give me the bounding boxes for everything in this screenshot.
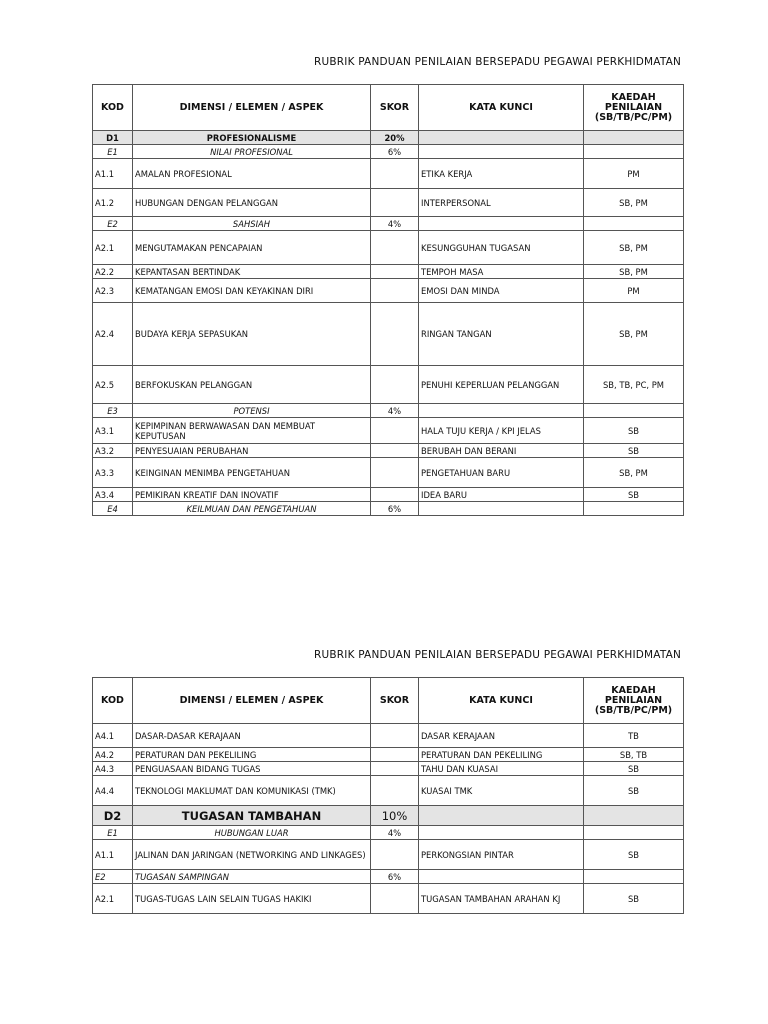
dimensi-cell: TUGASAN SAMPINGAN: [133, 870, 371, 884]
kata-kunci-cell: ETIKA KERJA: [419, 159, 584, 189]
kaedah-cell: SB: [584, 884, 684, 914]
header-dimensi: DIMENSI / ELEMEN / ASPEK: [133, 85, 371, 131]
kod-cell: A3.2: [93, 444, 133, 458]
table-row: [93, 159, 684, 189]
kod-cell: E4: [93, 502, 133, 516]
kod-cell: D1: [93, 131, 133, 145]
kata-kunci-cell: [419, 131, 584, 145]
kaedah-cell: SB: [584, 444, 684, 458]
table-row: [93, 303, 684, 366]
table-row: [93, 231, 684, 265]
header-dimensi: DIMENSI / ELEMEN / ASPEK: [133, 678, 371, 724]
element-row: [93, 217, 684, 231]
kata-kunci-cell: PERATURAN DAN PEKELILING: [419, 748, 584, 762]
kata-kunci-cell: PERKONGSIAN PINTAR: [419, 840, 584, 870]
table-row: [93, 884, 684, 914]
kaedah-cell: [584, 217, 684, 231]
dimensi-cell: KEMATANGAN EMOSI DAN KEYAKINAN DIRI: [133, 279, 371, 303]
kod-cell: D2: [93, 806, 133, 826]
kata-kunci-cell: [419, 806, 584, 826]
kod-cell: A2.5: [93, 366, 133, 404]
kata-kunci-cell: HALA TUJU KERJA / KPI JELAS: [419, 418, 584, 444]
kata-kunci-cell: [419, 870, 584, 884]
table-row: [93, 418, 684, 444]
dimension-row: [93, 131, 684, 145]
skor-cell: [371, 488, 419, 502]
table-row: [93, 776, 684, 806]
kata-kunci-cell: [419, 404, 584, 418]
skor-cell: 6%: [371, 145, 419, 159]
table-row: [93, 724, 684, 748]
kaedah-cell: SB, PM: [584, 303, 684, 366]
skor-cell: [371, 159, 419, 189]
kaedah-cell: [584, 502, 684, 516]
kod-cell: A4.4: [93, 776, 133, 806]
header-skor: SKOR: [371, 85, 419, 131]
kata-kunci-cell: [419, 826, 584, 840]
kaedah-cell: SB: [584, 776, 684, 806]
kod-cell: A1.1: [93, 840, 133, 870]
skor-cell: [371, 279, 419, 303]
skor-cell: [371, 762, 419, 776]
skor-cell: 4%: [371, 217, 419, 231]
dimensi-cell: POTENSI: [133, 404, 371, 418]
header-kaedah: KAEDAH PENILAIAN (SB/TB/PC/PM): [584, 678, 684, 724]
kaedah-cell: [584, 806, 684, 826]
skor-cell: 10%: [371, 806, 419, 826]
dimensi-cell: NILAI PROFESIONAL: [133, 145, 371, 159]
element-row: [93, 145, 684, 159]
dimensi-cell: JALINAN DAN JARINGAN (NETWORKING AND LINKAGES): [133, 840, 371, 870]
kod-cell: A3.4: [93, 488, 133, 502]
element-row: [93, 404, 684, 418]
page-title-2: RUBRIK PANDUAN PENILAIAN BERSEPADU PEGAWAI PERKHIDMATAN: [314, 649, 682, 661]
kaedah-cell: SB, PM: [584, 265, 684, 279]
kaedah-cell: SB: [584, 840, 684, 870]
kod-cell: A3.1: [93, 418, 133, 444]
kaedah-cell: [584, 404, 684, 418]
kaedah-cell: SB, TB, PC, PM: [584, 366, 684, 404]
kaedah-cell: TB: [584, 724, 684, 748]
skor-cell: [371, 724, 419, 748]
kata-kunci-cell: [419, 217, 584, 231]
header-kata-kunci: KATA KUNCI: [419, 85, 584, 131]
dimension-row: [93, 806, 684, 826]
kaedah-cell: [584, 826, 684, 840]
kaedah-cell: [584, 131, 684, 145]
kod-cell: A1.1: [93, 159, 133, 189]
kata-kunci-cell: TAHU DAN KUASAI: [419, 762, 584, 776]
kod-cell: A2.1: [93, 884, 133, 914]
skor-cell: 6%: [371, 870, 419, 884]
dimensi-cell: KEPIMPINAN BERWAWASAN DAN MEMBUAT KEPUTUSAN: [133, 418, 371, 444]
kod-cell: A2.4: [93, 303, 133, 366]
kaedah-cell: PM: [584, 279, 684, 303]
skor-cell: [371, 303, 419, 366]
kata-kunci-cell: PENUHI KEPERLUAN PELANGGAN: [419, 366, 584, 404]
table-row: [93, 458, 684, 488]
skor-cell: 20%: [371, 131, 419, 145]
kod-cell: E3: [93, 404, 133, 418]
kod-cell: E1: [93, 826, 133, 840]
skor-cell: [371, 884, 419, 914]
skor-cell: [371, 458, 419, 488]
kod-cell: A3.3: [93, 458, 133, 488]
dimensi-cell: BERFOKUSKAN PELANGGAN: [133, 366, 371, 404]
kata-kunci-cell: EMOSI DAN MINDA: [419, 279, 584, 303]
dimensi-cell: KEINGINAN MENIMBA PENGETAHUAN: [133, 458, 371, 488]
kata-kunci-cell: RINGAN TANGAN: [419, 303, 584, 366]
dimensi-cell: BUDAYA KERJA SEPASUKAN: [133, 303, 371, 366]
kata-kunci-cell: IDEA BARU: [419, 488, 584, 502]
dimensi-cell: HUBUNGAN DENGAN PELANGGAN: [133, 189, 371, 217]
dimensi-cell: MENGUTAMAKAN PENCAPAIAN: [133, 231, 371, 265]
header-kata-kunci: KATA KUNCI: [419, 678, 584, 724]
rubric-table-2: [92, 677, 684, 914]
dimensi-cell: TEKNOLOGI MAKLUMAT DAN KOMUNIKASI (TMK): [133, 776, 371, 806]
dimensi-cell: SAHSIAH: [133, 217, 371, 231]
dimensi-cell: AMALAN PROFESIONAL: [133, 159, 371, 189]
element-row: [93, 826, 684, 840]
skor-cell: [371, 776, 419, 806]
dimensi-cell: PEMIKIRAN KREATIF DAN INOVATIF: [133, 488, 371, 502]
kod-cell: A1.2: [93, 189, 133, 217]
skor-cell: [371, 189, 419, 217]
dimensi-cell: DASAR-DASAR KERAJAAN: [133, 724, 371, 748]
table-row: [93, 762, 684, 776]
kaedah-cell: SB, PM: [584, 458, 684, 488]
element-row: [93, 870, 684, 884]
dimensi-cell: KEILMUAN DAN PENGETAHUAN: [133, 502, 371, 516]
kata-kunci-cell: KESUNGGUHAN TUGASAN: [419, 231, 584, 265]
skor-cell: [371, 418, 419, 444]
kod-cell: A2.1: [93, 231, 133, 265]
skor-cell: [371, 366, 419, 404]
header-row: [93, 85, 684, 131]
kata-kunci-cell: BERUBAH DAN BERANI: [419, 444, 584, 458]
kata-kunci-cell: [419, 502, 584, 516]
table-row: [93, 279, 684, 303]
kaedah-cell: SB: [584, 418, 684, 444]
kod-cell: A4.3: [93, 762, 133, 776]
kaedah-cell: SB: [584, 488, 684, 502]
kaedah-cell: [584, 870, 684, 884]
skor-cell: 4%: [371, 404, 419, 418]
dimensi-cell: TUGAS-TUGAS LAIN SELAIN TUGAS HAKIKI: [133, 884, 371, 914]
kata-kunci-cell: KUASAI TMK: [419, 776, 584, 806]
kata-kunci-cell: INTERPERSONAL: [419, 189, 584, 217]
dimensi-cell: PROFESIONALISME: [133, 131, 371, 145]
dimensi-cell: PENGUASAAN BIDANG TUGAS: [133, 762, 371, 776]
kaedah-cell: SB, PM: [584, 231, 684, 265]
kod-cell: A2.3: [93, 279, 133, 303]
table-row: [93, 748, 684, 762]
kaedah-cell: SB, TB: [584, 748, 684, 762]
kaedah-cell: [584, 145, 684, 159]
dimensi-cell: HUBUNGAN LUAR: [133, 826, 371, 840]
table-row: [93, 265, 684, 279]
header-kod: KOD: [93, 678, 133, 724]
dimensi-cell: TUGASAN TAMBAHAN: [133, 806, 371, 826]
dimensi-cell: PENYESUAIAN PERUBAHAN: [133, 444, 371, 458]
kod-cell: A4.1: [93, 724, 133, 748]
skor-cell: 4%: [371, 826, 419, 840]
kod-cell: A4.2: [93, 748, 133, 762]
kata-kunci-cell: [419, 145, 584, 159]
kata-kunci-cell: DASAR KERAJAAN: [419, 724, 584, 748]
table-row: [93, 488, 684, 502]
skor-cell: [371, 231, 419, 265]
header-kaedah: KAEDAH PENILAIAN (SB/TB/PC/PM): [584, 85, 684, 131]
dimensi-cell: KEPANTASAN BERTINDAK: [133, 265, 371, 279]
kata-kunci-cell: TUGASAN TAMBAHAN ARAHAN KJ: [419, 884, 584, 914]
table-row: [93, 189, 684, 217]
kaedah-cell: PM: [584, 159, 684, 189]
kaedah-cell: SB: [584, 762, 684, 776]
table-row: [93, 444, 684, 458]
skor-cell: [371, 444, 419, 458]
kod-cell: E2: [93, 870, 133, 884]
header-kod: KOD: [93, 85, 133, 131]
table-row: [93, 366, 684, 404]
kod-cell: E1: [93, 145, 133, 159]
skor-cell: 6%: [371, 502, 419, 516]
dimensi-cell: PERATURAN DAN PEKELILING: [133, 748, 371, 762]
kata-kunci-cell: TEMPOH MASA: [419, 265, 584, 279]
skor-cell: [371, 265, 419, 279]
kod-cell: E2: [93, 217, 133, 231]
skor-cell: [371, 748, 419, 762]
element-row: [93, 502, 684, 516]
header-skor: SKOR: [371, 678, 419, 724]
kod-cell: A2.2: [93, 265, 133, 279]
page-title: RUBRIK PANDUAN PENILAIAN BERSEPADU PEGAWAI PERKHIDMATAN: [314, 56, 682, 68]
table-row: [93, 840, 684, 870]
kata-kunci-cell: PENGETAHUAN BARU: [419, 458, 584, 488]
skor-cell: [371, 840, 419, 870]
header-row: [93, 678, 684, 724]
kaedah-cell: SB, PM: [584, 189, 684, 217]
rubric-table-1: [92, 84, 684, 516]
